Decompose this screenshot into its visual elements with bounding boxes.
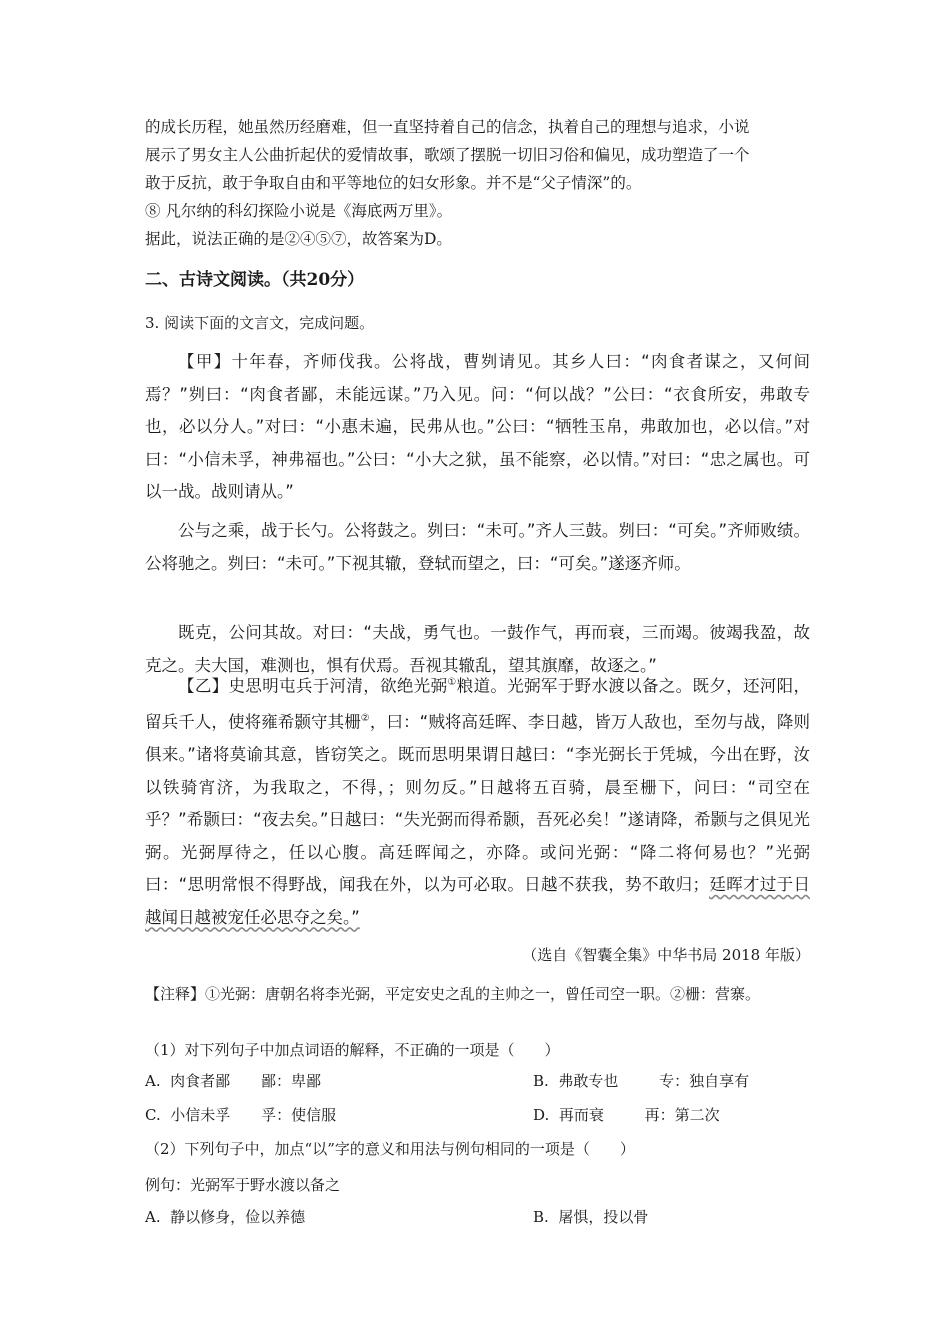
option-phrase: 小信未孚 xyxy=(170,1106,231,1124)
option-gloss: 再：第二次 xyxy=(644,1106,720,1124)
question-3-prompt: 3. 阅读下面的文言文，完成问题。 xyxy=(145,314,375,332)
option-label: C. xyxy=(145,1106,161,1124)
answer-line: 据此，说法正确的是②④⑤⑦，故答案为D。 xyxy=(145,230,452,248)
answer-line: 敢于反抗，敢于争取自由和平等地位的妇女形象。并不是“父子情深”的。 xyxy=(145,174,642,192)
option-label: B. xyxy=(533,1208,549,1226)
example-sentence: 例句：光弼军于野水渡以备之 xyxy=(145,1176,341,1194)
option-gloss: 孚：使信服 xyxy=(261,1106,337,1124)
option-text: 静以修身，俭以养德 xyxy=(170,1208,306,1226)
footnote-marker: ① xyxy=(447,677,457,688)
passage-yi xyxy=(145,667,810,934)
option-a xyxy=(145,1068,321,1094)
option-label: B. xyxy=(533,1072,549,1090)
passage-jia-paragraph-2: 公与之乘，战于长勺。公将鼓之。刿曰：“未可。”齐人三鼓。刿曰：“可矣。”齐师败绩。公将驰之。刿曰：“未可。”下视其辙，登轼而望之，曰：“可矣。”遂逐齐师。 xyxy=(145,521,810,573)
option-label: A. xyxy=(145,1208,161,1226)
option-d xyxy=(533,1102,720,1128)
passage-yi-text: 【乙】史思明屯兵于河清，欲绝光弼 xyxy=(178,676,448,696)
passage-yi-text: ，曰：“贼将高廷晖、李日越，皆万人敌也，至勿与战，降则俱来。”诸将莫谕其意，皆窃笑之。既而思明果谓日越曰：“李光弼长于凭城，今出在野，汝以铁骑宵济，为我取之，不得，；则勿反。”日越将五百骑，晨至栅下，问曰：“司空在乎？”希颢曰：“夜去矣。”日越曰：“失光弼而得希颢，吾死必矣！”遂请降，希颢与之俱见光弼。光弼厚待之，任以心腹。高廷晖闻之，亦降。或问光弼：“降二将何易也？”光弼曰：“思明常恨不得野战，闻我在外，以为可必取。日越不获我，势不敢归； xyxy=(145,712,811,894)
sub-question-2-prompt: （2）下列句子中，加点“以”字的意义和用法与例句相同的一项是（ ） xyxy=(145,1140,635,1158)
section-heading: 二、古诗文阅读。（共20分） xyxy=(145,270,365,290)
source-citation: （选自《智囊全集》中华书局 2018 年版） xyxy=(522,946,810,964)
option-text: 屠惧，投以骨 xyxy=(558,1208,649,1226)
option-phrase: 肉食者鄙 xyxy=(170,1072,231,1090)
answer-line: 展示了男女主人公曲折起伏的爱情故事，歌颂了摆脱一切旧习俗和偏见，成功塑造了一个 xyxy=(145,146,750,164)
sub-question-1-prompt: （1）对下列句子中加点词语的解释，不正确的一项是（ ） xyxy=(145,1041,560,1059)
annotation-note: 【注释】①光弼：唐朝名将李光弼，平定安史之乱的主帅之一，曾任司空一职。②栅：营寨。 xyxy=(145,985,761,1003)
passage-jia-paragraph-1: 【甲】十年春，齐师伐我。公将战，曹刿请见。其乡人曰：“肉食者谋之，又何间焉？”刿曰：“肉食者鄙，未能远谋。”乃入见。问：“何以战？”公曰：“衣食所安，弗敢专也，必以分人。”对曰：“小惠未遍，民弗从也。”公曰：“牺牲玉帛，弗敢加也，必以信。”对曰：“小信未孚，神弗福也。”公曰：“小大之狱，虽不能察，必以情。”对曰：“忠之属也。可以一战。战则请从。” xyxy=(145,352,810,501)
option-label: D. xyxy=(533,1106,550,1124)
answer-line: ⑧ 凡尔纳的科幻探险小说是《海底两万里》。 xyxy=(145,202,453,220)
option-b xyxy=(533,1204,648,1230)
option-phrase: 弗敢专也 xyxy=(558,1072,619,1090)
option-a xyxy=(145,1204,305,1230)
option-phrase: 再而衰 xyxy=(558,1106,604,1124)
answer-explanation xyxy=(145,113,810,253)
option-b xyxy=(533,1068,749,1094)
passage-yi-text: 粮道。光弼军于野水渡以备之。既夕，还河阳，留兵千人，使将雍希颢守其栅 xyxy=(145,676,811,732)
option-gloss: 鄙：卑鄙 xyxy=(260,1072,321,1090)
option-gloss: 专：独自享有 xyxy=(659,1072,750,1090)
option-label: A. xyxy=(145,1072,161,1090)
footnote-marker: ② xyxy=(360,713,370,724)
passage-yi-underlined-sentence: 廷晖才过于日越闻日越被宠任必思夺之矣。” xyxy=(145,875,810,927)
answer-line: 的成长历程，她虽然历经磨难，但一直坚持着自己的信念，执着自己的理想与追求，小说 xyxy=(145,118,750,136)
option-c xyxy=(145,1102,336,1128)
passage-jia-paragraph-3: 既克，公问其故。对曰：“夫战，勇气也。一鼓作气，再而衰，三而竭。彼竭我盈，故克之。夫大国，难测也，惧有伏焉。吾视其辙乱，望其旗靡，故逐之。” xyxy=(145,623,810,675)
